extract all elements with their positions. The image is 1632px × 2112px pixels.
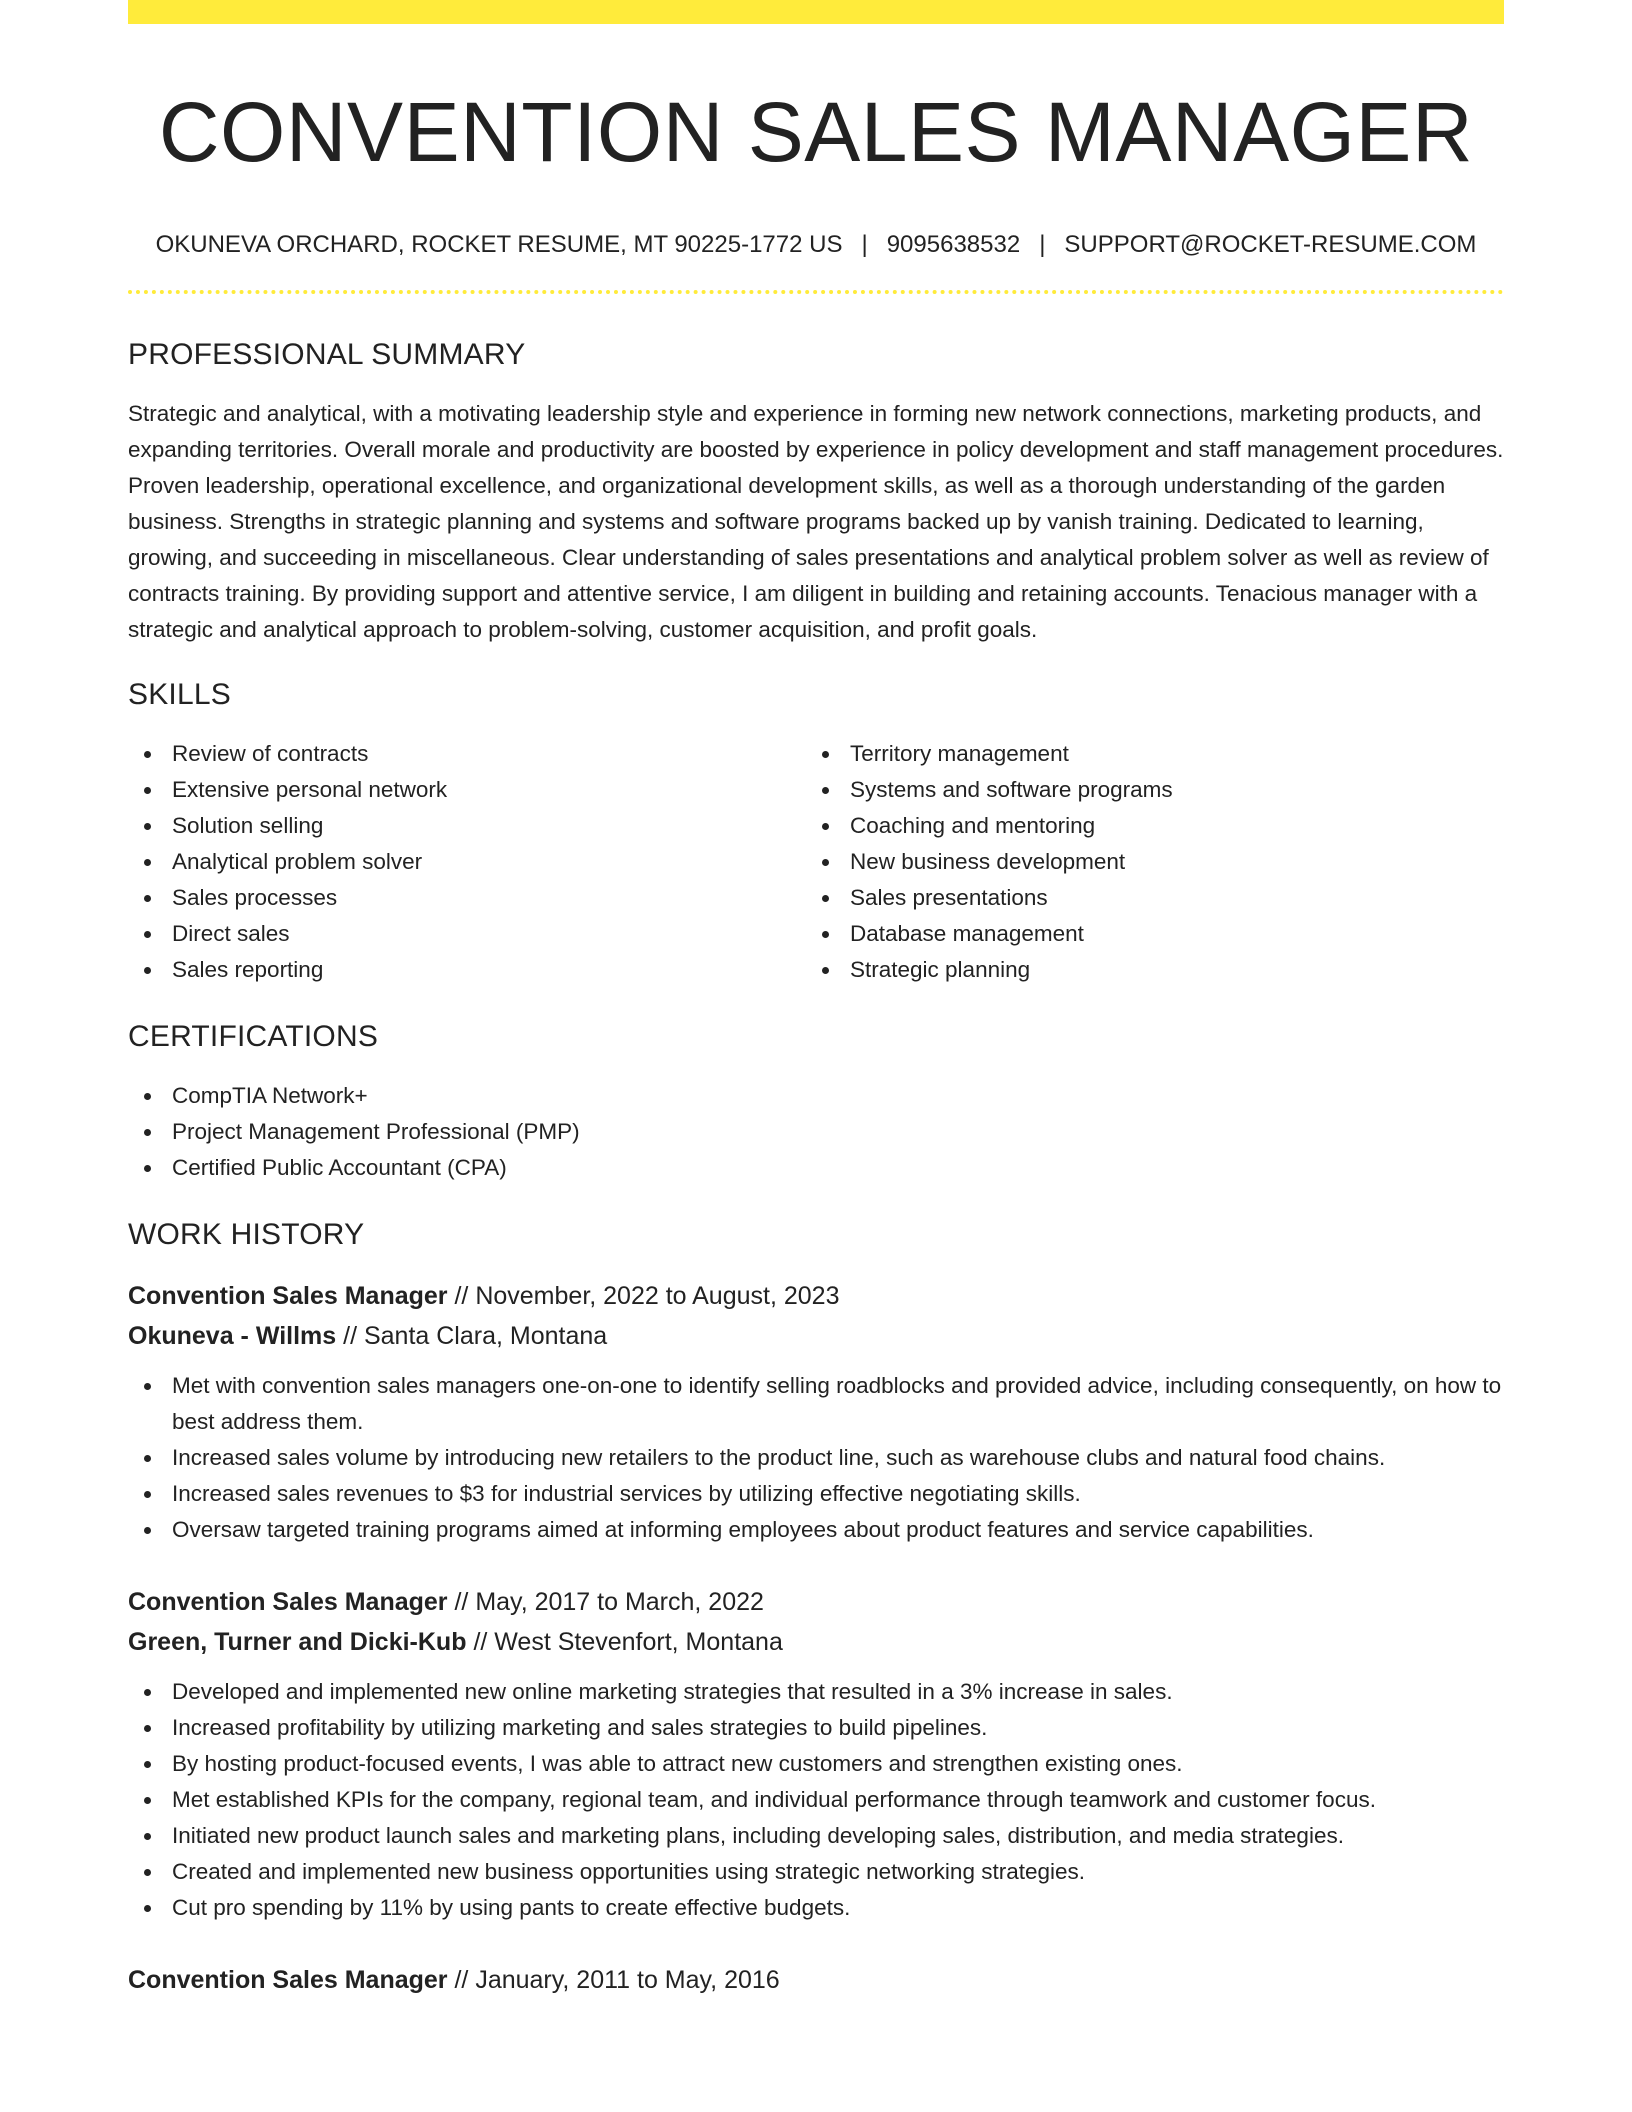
job-bullet: Created and implemented new business opportunities using strategic networking strategies. [128, 1854, 1504, 1890]
job-bullet: Increased profitability by utilizing marketing and sales strategies to build pipelines. [128, 1710, 1504, 1746]
contact-address: OKUNEVA ORCHARD, ROCKET RESUME, MT 90225-1772 US [155, 231, 843, 258]
certification-item: CompTIA Network+ [128, 1078, 1504, 1114]
dotted-divider [128, 290, 1504, 294]
job-title: Convention Sales Manager [128, 1966, 448, 1994]
resume-page [128, 0, 1504, 2000]
contact-separator: | [1039, 231, 1046, 258]
contact-line [128, 230, 1504, 260]
job-dates: // November, 2022 to August, 2023 [454, 1282, 840, 1310]
job-bullet: Developed and implemented new online marketing strategies that resulted in a 3% increase in sales. [128, 1674, 1504, 1710]
contact-phone: 9095638532 [886, 231, 1021, 258]
certification-item: Project Management Professional (PMP) [128, 1114, 1504, 1150]
certification-item: Certified Public Accountant (CPA) [128, 1150, 1504, 1186]
job-bullet: Met with convention sales managers one-on-one to identify selling roadblocks and provided advice, including consequently, on how to best address them. [128, 1368, 1504, 1440]
job-title-line [128, 1582, 1504, 1622]
section-heading-skills: SKILLS [128, 678, 231, 711]
job-bullets [128, 1368, 1504, 1548]
skill-item: Territory management [806, 736, 1484, 772]
skill-item: Review of contracts [128, 736, 806, 772]
job-bullet: Initiated new product launch sales and marketing plans, including developing sales, distribution, and media strategies. [128, 1818, 1504, 1854]
job-title-line [128, 1960, 1504, 2000]
job-location: // West Stevenfort, Montana [473, 1628, 783, 1656]
job-title: Convention Sales Manager [128, 1588, 448, 1616]
job-entry [128, 1582, 1504, 1926]
skill-item: Direct sales [128, 916, 806, 952]
job-bullet: Increased sales revenues to $3 for industrial services by utilizing effective negotiating skills. [128, 1476, 1504, 1512]
skill-item: Sales reporting [128, 952, 806, 988]
contact-email: SUPPORT@ROCKET-RESUME.COM [1064, 231, 1477, 258]
job-bullet: Cut pro spending by 11% by using pants to create effective budgets. [128, 1890, 1504, 1926]
job-location: // Santa Clara, Montana [343, 1322, 608, 1350]
skill-item: Analytical problem solver [128, 844, 806, 880]
job-company-line [128, 1622, 1504, 1662]
summary-text: Strategic and analytical, with a motivating leadership style and experience in forming new network connections, marketing products, and expanding territories. Overall morale and productivity are boosted by experience in policy development and staff management procedures. Proven leadership, operational excellence, and organizational development skills, as well as a thorough understanding of the garden business. Strengths in strategic planning and systems and software programs backed up by vanish training. Dedicated to learning, growing, and succeeding in miscellaneous. Clear understanding of sales presentations and analytical problem solver as well as review of contracts training. By providing support and attentive service, I am diligent in building and retaining accounts. Tenacious manager with a strategic and analytical approach to problem-solving, customer acquisition, and profit goals. [128, 401, 1504, 642]
job-company-line [128, 1316, 1504, 1356]
skill-item: Sales presentations [806, 880, 1484, 916]
skill-item: Database management [806, 916, 1484, 952]
job-company: Green, Turner and Dicki-Kub [128, 1628, 467, 1656]
job-title: Convention Sales Manager [128, 1282, 448, 1310]
job-company: Okuneva - Willms [128, 1322, 337, 1350]
skill-item: Extensive personal network [128, 772, 806, 808]
skill-item: Systems and software programs [806, 772, 1484, 808]
certifications-list [128, 1078, 1504, 1186]
job-bullet: By hosting product-focused events, I was able to attract new customers and strengthen existing ones. [128, 1746, 1504, 1782]
job-bullet: Increased sales volume by introducing new retailers to the product line, such as warehouse clubs and natural food chains. [128, 1440, 1504, 1476]
job-bullet: Met established KPIs for the company, regional team, and individual performance through teamwork and customer focus. [128, 1782, 1504, 1818]
skill-item: Strategic planning [806, 952, 1484, 988]
job-title-line [128, 1276, 1504, 1316]
job-entry [128, 1276, 1504, 1548]
job-bullets [128, 1674, 1504, 1926]
accent-top-bar [128, 0, 1504, 24]
job-bullet: Oversaw targeted training programs aimed at informing employees about product features and service capabilities. [128, 1512, 1504, 1548]
section-heading-certifications: CERTIFICATIONS [128, 1020, 379, 1053]
job-dates: // May, 2017 to March, 2022 [454, 1588, 764, 1616]
skills-list-left [128, 736, 806, 988]
skill-item: Coaching and mentoring [806, 808, 1484, 844]
skills-list-right [806, 736, 1484, 988]
section-heading-summary: PROFESSIONAL SUMMARY [128, 338, 526, 371]
skill-item: New business development [806, 844, 1484, 880]
job-dates: // January, 2011 to May, 2016 [454, 1966, 780, 1994]
skill-item: Sales processes [128, 880, 806, 916]
skills-columns [128, 736, 1504, 988]
contact-separator: | [861, 231, 868, 258]
skill-item: Solution selling [128, 808, 806, 844]
resume-title: CONVENTION SALES MANAGER [158, 85, 1474, 179]
section-heading-work-history: WORK HISTORY [128, 1218, 365, 1251]
job-entry [128, 1960, 1504, 2000]
